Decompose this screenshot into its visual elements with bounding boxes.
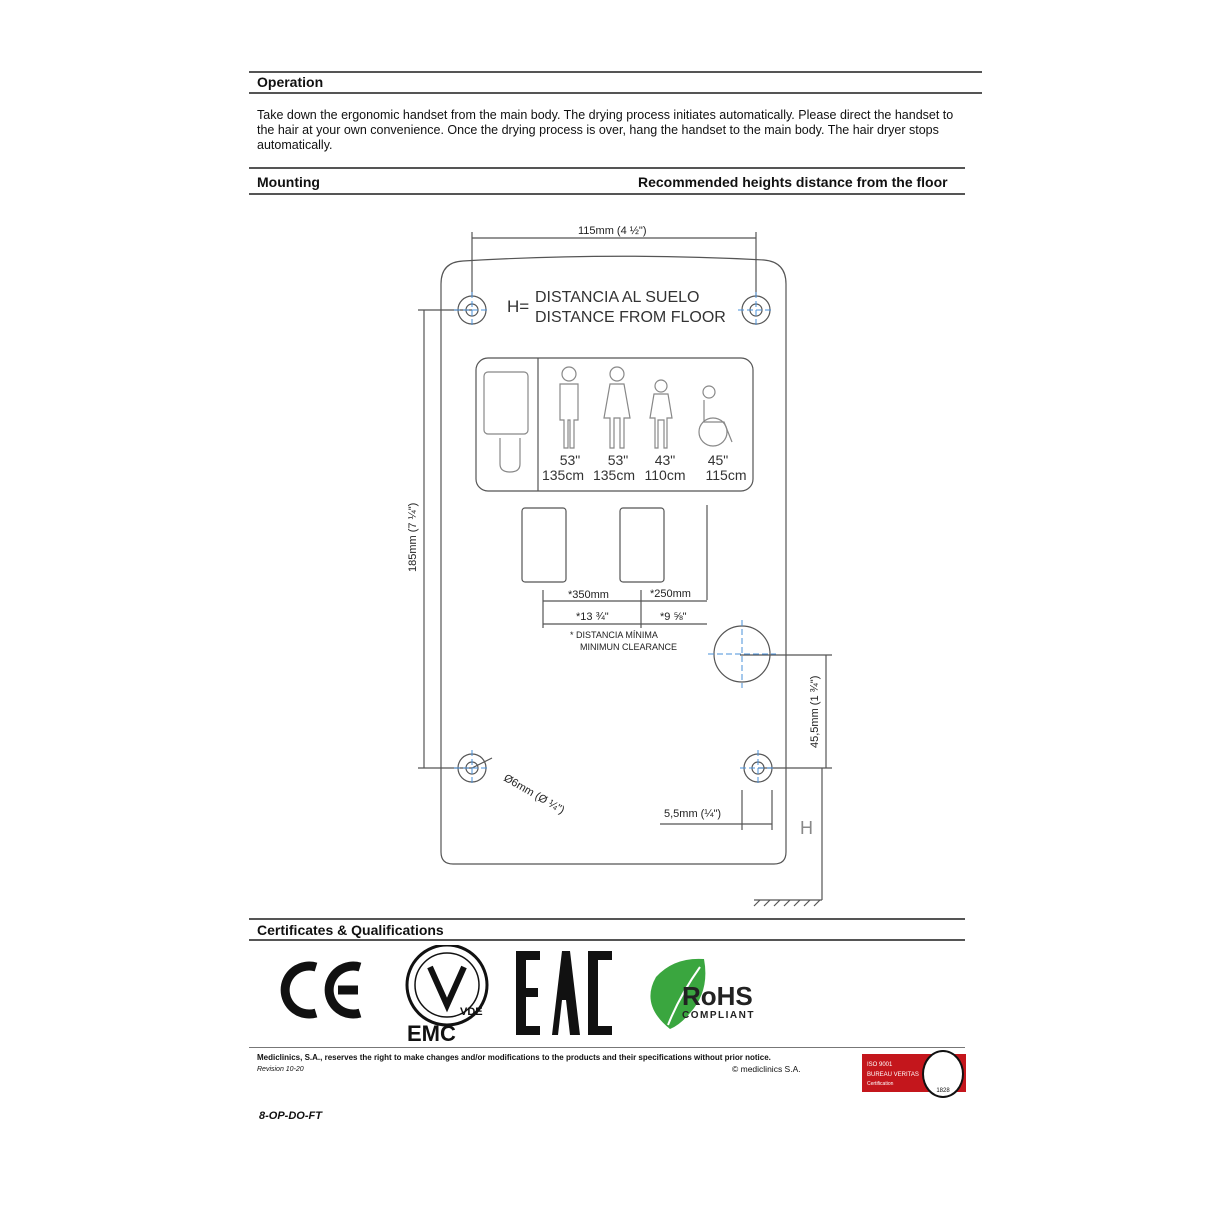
vert-dim-label: 45,5mm (1 ¾")	[809, 675, 821, 748]
dryer-mini-2	[620, 508, 664, 582]
mounting-subtitle: Recommended heights distance from the floor	[638, 174, 948, 190]
dryer-mini-1	[522, 508, 566, 582]
width-dim-label: 115mm (4 ½")	[578, 225, 647, 237]
height-dim-label: 185mm (7 ¼")	[407, 502, 419, 572]
operation-text: Take down the ergonomic handset from the main body. The drying process initiates automatically. Please direct the handset to the hair at your own convenience. Once the drying process is over, hang the handset to the main body. The hair dryer stops automatically.	[257, 108, 954, 152]
certificate-logos	[270, 945, 790, 1045]
cert-bottom-rule	[249, 939, 965, 941]
clear-note-2: MINIMUN CLEARANCE	[580, 642, 678, 652]
rohs-logo	[650, 959, 755, 1029]
height-in-1: 53"	[559, 452, 581, 468]
vde-text: VDE	[460, 1006, 483, 1018]
footer-revision: Revision 10-20	[257, 1066, 304, 1073]
cert-title: Certificates & Qualifications	[257, 922, 444, 938]
rohs-main-text: RoHS	[682, 981, 753, 1011]
vde-emc-logo	[407, 945, 487, 1045]
height-in-4: 45"	[707, 452, 729, 468]
operation-title: Operation	[257, 74, 324, 90]
emc-text: EMC	[407, 1021, 456, 1045]
bv-seal	[922, 1050, 964, 1098]
height-cm-2: 135cm	[592, 467, 636, 483]
bv-line1: ISO 9001	[867, 1062, 893, 1068]
bureau-veritas-badge	[862, 1054, 966, 1092]
bv-line3: Certification	[867, 1081, 894, 1087]
clear2-mm-label: *250mm	[650, 588, 691, 600]
h-label-eq: H=	[507, 297, 530, 316]
mounting-title: Mounting	[257, 174, 320, 190]
bv-line2: BUREAU VERITAS	[867, 1072, 919, 1078]
clear-note-1: * DISTANCIA MÍNIMA	[570, 630, 658, 640]
edge-dim-label: 5,5mm (¼")	[664, 808, 722, 820]
bv-year: 1828	[936, 1088, 950, 1094]
eac-logo	[516, 951, 612, 1035]
footer-note: Mediclinics, S.A., reserves the right to make changes and/or modifications to the products and their specifications without prior notice.	[257, 1053, 771, 1062]
height-cm-3: 110cm	[644, 467, 686, 483]
clear1-mm-label: *350mm	[568, 589, 609, 601]
clear2-in-label: *9 ⅝"	[660, 611, 687, 623]
rohs-sub-text: COMPLIANT	[682, 1010, 755, 1021]
footer-rule	[249, 1047, 965, 1048]
height-cm-4: 115cm	[705, 467, 747, 483]
height-in-2: 53"	[607, 452, 629, 468]
hole-dim-label: Ø6mm (Ø ¼")	[501, 772, 567, 817]
plate-outline	[441, 256, 786, 864]
clear1-in-label: *13 ¾"	[576, 611, 609, 623]
document-code: 8-OP-DO-FT	[259, 1110, 322, 1122]
h-mark: H	[800, 818, 813, 838]
height-in-3: 43"	[654, 452, 676, 468]
ce-logo	[285, 966, 360, 1014]
h-label-es: DISTANCIA AL SUELO	[535, 289, 700, 306]
cert-top-rule	[249, 918, 965, 920]
h-label-en: DISTANCE FROM FLOOR	[535, 309, 726, 326]
footer-copyright: © mediclinics S.A.	[732, 1064, 801, 1074]
height-cm-1: 135cm	[541, 467, 585, 483]
